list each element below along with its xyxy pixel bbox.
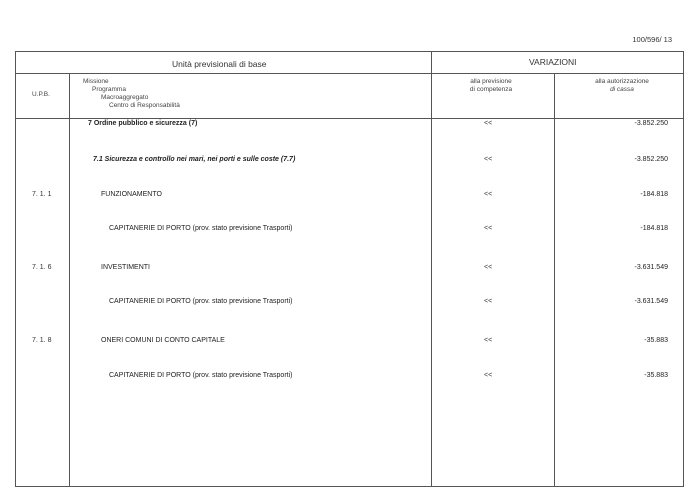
upb-column-divider xyxy=(69,73,70,486)
row-desc-centro-responsabilita: CAPITANERIE DI PORTO (prov. stato previsione Trasporti) xyxy=(109,372,293,379)
row-desc-missione: 7 Ordine pubblico e sicurezza (7) xyxy=(88,120,198,127)
row-mark: << xyxy=(484,264,493,271)
row-upb-code: 7. 1. 8 xyxy=(32,337,52,344)
row-amount: -184.818 xyxy=(640,191,668,198)
row-mark: << xyxy=(484,372,493,379)
header-divider xyxy=(16,73,683,74)
header-right-title: VARIAZIONI xyxy=(529,57,577,67)
row-amount: -3.631.549 xyxy=(634,264,668,271)
hierarchy-label-macroaggregato: Macroaggregato xyxy=(101,94,149,101)
row-desc-centro-responsabilita: CAPITANERIE DI PORTO (prov. stato previsione Trasporti) xyxy=(109,298,293,305)
row-desc-macroaggregato: INVESTIMENTI xyxy=(101,264,151,271)
row-amount: -3.852.250 xyxy=(634,156,668,163)
row-mark: << xyxy=(484,298,493,305)
row-mark: << xyxy=(484,225,493,232)
upb-column-header: U.P.B. xyxy=(32,91,50,98)
header-title-divider xyxy=(431,52,432,73)
row-amount: -3.631.549 xyxy=(634,298,668,305)
competenza-column-divider xyxy=(554,73,555,486)
row-desc-macroaggregato: ONERI COMUNI DI CONTO CAPITALE xyxy=(101,337,225,344)
header-bottom-rule xyxy=(16,118,683,119)
row-mark: << xyxy=(484,337,493,344)
row-desc-centro-responsabilita: CAPITANERIE DI PORTO (prov. stato previsione Trasporti) xyxy=(109,225,293,232)
row-amount: -3.852.250 xyxy=(634,120,668,127)
row-mark: << xyxy=(484,191,493,198)
row-desc-macroaggregato: FUNZIONAMENTO xyxy=(101,191,162,198)
hierarchy-label-centro-responsabilita: Centro di Responsabilità xyxy=(109,102,180,109)
row-mark: << xyxy=(484,156,493,163)
row-upb-code: 7. 1. 1 xyxy=(32,191,52,198)
hierarchy-label-missione: Missione xyxy=(83,78,109,85)
cassa-column-header: alla autorizzazione di cassa xyxy=(595,78,649,93)
budget-table xyxy=(15,51,684,487)
document-id: 100/596/ 13 xyxy=(632,35,672,44)
row-amount: -35.883 xyxy=(644,372,668,379)
competenza-column-header: alla previsione di competenza xyxy=(469,78,513,93)
hierarchy-label-programma: Programma xyxy=(92,86,126,93)
row-amount: -35.883 xyxy=(644,337,668,344)
header-left-title: Unità previsionali di base xyxy=(172,59,267,69)
row-amount: -184.818 xyxy=(640,225,668,232)
row-mark: << xyxy=(484,120,493,127)
row-desc-programma: 7.1 Sicurezza e controllo nei mari, nei porti e sulle coste (7.7) xyxy=(93,156,296,163)
description-column-divider xyxy=(431,73,432,486)
row-upb-code: 7. 1. 6 xyxy=(32,264,52,271)
